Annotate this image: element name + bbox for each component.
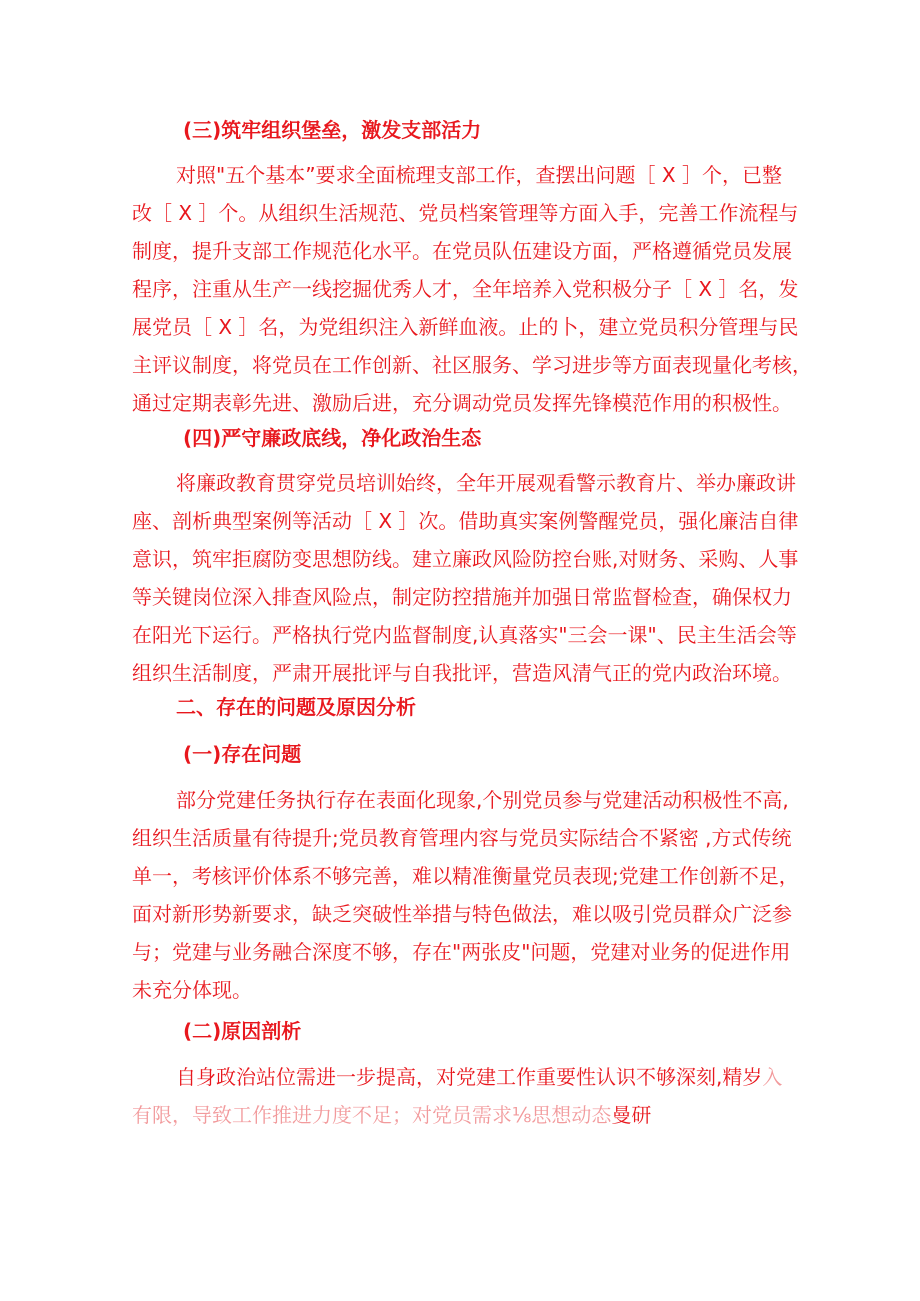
paragraph-line: 在阳光下运行。严格执行党内监督制度,认真落实"三会一课"、民主生活会等 [132,623,797,647]
paragraph-line: 部分党建任务执行存在表面化现象,个别党员参与党建活动积极性不高, [176,788,789,812]
paragraph-line: 主评议制度，将党员在工作创新、社区服务、学习进步等方面表现量化考核， [132,353,812,377]
causes-heading: (二)原因剖析 [183,1019,302,1043]
paragraph-line [132,1096,792,1134]
section-heading-4: (四)严守廉政底线，净化政治生态 [183,426,482,450]
paragraph-line: 座、剖析典型案例等活动［ X ］次。借助真实案例警醒党员，强化廉洁自律 [132,509,799,533]
paragraph-line: 意识，筑牢拒腐防变思想防线。建立廉政风险防控台账,对财务、采购、人事 [132,547,799,571]
paragraph-line: 与；党建与业务融合深度不够，存在"两张皮"问题，党建对业务的促进作用 [132,940,791,964]
paragraph-section-3 [132,156,812,422]
paragraph-section-4 [132,464,799,692]
paragraph-line: 单一，考核评价体系不够完善，难以精准衡量党员表现;党建工作创新不足， [132,864,799,888]
paragraph-line: 改［ X ］个。从组织生活规范、党员档案管理等方面入手，完善工作流程与 [132,201,799,225]
faded-text: 入 [762,1065,783,1089]
paragraph-line: 组织生活质量有待提升;党员教育管理内容与党员实际结合不紧密 ,方式传统 [132,826,792,850]
paragraph-line: 未充分体现。 [132,978,252,1002]
problems-heading: (一)存在问题 [183,742,302,766]
paragraph-line: 程序，注重从生产一线挖掘优秀人才，全年培养入党积极分子［ X ］名，发 [132,277,799,301]
paragraph-causes [132,1058,792,1134]
paragraph-line: 将廉政教育贯穿党员培训始终，全年开展观看警示教育片、举办廉政讲 [176,471,796,495]
faded-text: 有限，导致工作推进力度不足；对党员需求⅛思想动态 [132,1103,612,1127]
paragraph-line: 等关键岗位深入排查风险点，制定防控措施并加强日常监督检查，确保权力 [132,585,792,609]
paragraph-line: 组织生活制度，严肃开展批评与自我批评，营造风清气正的党内政治环境。 [132,661,792,685]
chapter-heading: 二、存在的问题及原因分析 [176,695,416,719]
paragraph-problems [132,781,799,1009]
paragraph-line: 面对新形势新要求，缺乏突破性举措与特色做法，难以吸引党员群众广泛参 [132,902,792,926]
section-heading-3: (三)筑牢组织堡垒，激发支部活力 [183,118,482,142]
paragraph-line: 制度，提升支部工作规范化水平。在党员队伍建设方面，严格遵循党员发展 [132,239,792,263]
paragraph-line: 对照"五个基本”要求全面梳理支部工作，查摆出问题［ X ］个，已整 [176,163,782,187]
paragraph-line [132,1058,792,1096]
paragraph-line: 展党员［ X ］名，为党组织注入新鲜血液。止的卜，建立党员积分管理与民 [132,315,799,339]
paragraph-line: 通过定期表彰先进、激励后进，充分调动党员发挥先锋模范作用的积极性。 [132,391,792,415]
line-text: 自身政治站位需进一步提高，对党建工作重要性认识不够深刻,精岁 [176,1065,763,1089]
line-text: 曼研 [611,1103,652,1127]
